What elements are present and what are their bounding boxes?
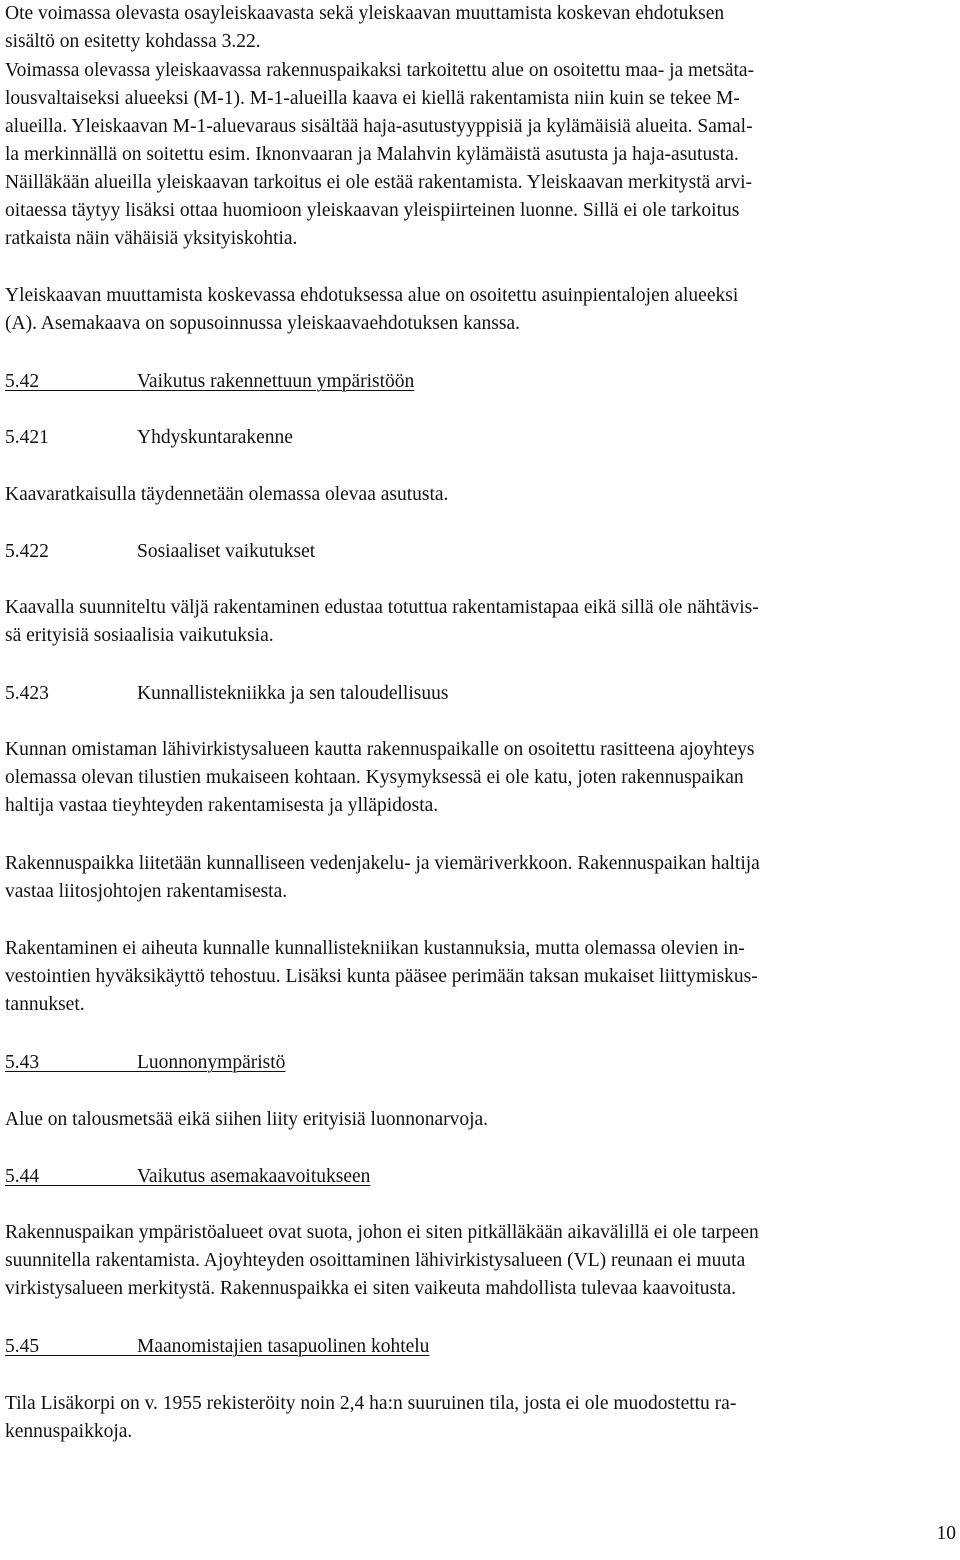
paragraph-line: Ote voimassa olevasta osayleiskaavasta sekä yleiskaavan muuttamista koskevan ehdotuksen bbox=[5, 3, 725, 24]
paragraph-line: alueilla. Yleiskaavan M-1-aluevaraus sisältää haja-asutustyyppisiä ja kylämäisiä alueita. Samal- bbox=[5, 116, 753, 137]
section-number: 5.44 bbox=[5, 1166, 40, 1187]
paragraph-line: Voimassa olevassa yleiskaavassa rakennuspaikaksi tarkoitettu alue on osoitettu maa- ja metsäta- bbox=[5, 60, 755, 81]
paragraph-line: (A). Asemakaava on sopusoinnussa yleiskaavaehdotuksen kanssa. bbox=[5, 313, 521, 334]
paragraph-line: lousvaltaiseksi alueeksi (M-1). M-1-alueilla kaava ei kiellä rakentamista niin kuin se tekee M- bbox=[5, 88, 740, 109]
paragraph-line: haltija vastaa tieyhteyden rakentamisesta ja ylläpidosta. bbox=[5, 795, 439, 816]
paragraph-line: Alue on talousmetsää eikä siihen liity erityisiä luonnonarvoja. bbox=[5, 1109, 489, 1130]
paragraph-line: kennuspaikkoja. bbox=[5, 1421, 133, 1442]
paragraph-line: la merkinnällä on soitettu esim. Iknonvaaran ja Malahvin kylämäistä asutusta ja haja-asutusta. bbox=[5, 144, 739, 165]
paragraph-line: olemassa olevan tilustien mukaiseen kohtaan. Kysymyksessä ei ole katu, joten rakennuspaikan bbox=[5, 767, 744, 788]
paragraph-line: Rakennuspaikka liitetään kunnalliseen vedenjakelu- ja viemäriverkkoon. Rakennuspaikan haltija bbox=[5, 853, 760, 874]
section-title: Yhdyskuntarakenne bbox=[137, 427, 293, 448]
paragraph-line: Rakennuspaikan ympäristöalueet ovat suota, johon ei siten pitkälläkään aikavälillä ei ole tarpeen bbox=[5, 1222, 759, 1243]
section-number: 5.42 bbox=[5, 371, 40, 392]
section-title: Sosiaaliset vaikutukset bbox=[137, 541, 316, 562]
section-heading bbox=[5, 538, 905, 566]
section-title: Vaikutus asemakaavoitukseen bbox=[137, 1166, 371, 1187]
paragraph-line: Näilläkään alueilla yleiskaavan tarkoitus ei ole estää rakentamista. Yleiskaavan merkitystä arvi- bbox=[5, 172, 753, 193]
paragraph-line: oitaessa täytyy lisäksi ottaa huomioon yleiskaavan yleispiirteinen luonne. Sillä ei ole tarkoitus bbox=[5, 200, 740, 221]
section-number: 5.45 bbox=[5, 1336, 40, 1357]
section-number: 5.43 bbox=[5, 1052, 40, 1073]
paragraph-line: ratkaista näin vähäisiä yksityiskohtia. bbox=[5, 228, 298, 249]
section-heading bbox=[5, 1333, 905, 1361]
section-title: Maanomistajien tasapuolinen kohtelu bbox=[137, 1336, 430, 1357]
paragraph-line: vestointien hyväksikäyttö tehostuu. Lisäksi kunta pääsee perimään taksan mukaiset liittymiskus- bbox=[5, 966, 758, 987]
paragraph-line: vastaa liitosjohtojen rakentamisesta. bbox=[5, 881, 288, 902]
page-number: 10 bbox=[936, 1523, 956, 1544]
paragraph-line: sisältö on esitetty kohdassa 3.22. bbox=[5, 31, 261, 52]
section-heading bbox=[5, 368, 905, 396]
paragraph-line: Kaavalla suunniteltu väljä rakentaminen edustaa totuttua rakentamistapaa eikä sillä ole nähtävis- bbox=[5, 597, 759, 618]
paragraph-line: tannukset. bbox=[5, 994, 85, 1015]
section-title: Kunnallistekniikka ja sen taloudellisuus bbox=[137, 683, 449, 704]
section-heading bbox=[5, 1049, 905, 1077]
paragraph-line: Rakentaminen ei aiheuta kunnalle kunnallistekniikan kustannuksia, mutta olemassa olevien in- bbox=[5, 938, 745, 959]
section-heading bbox=[5, 424, 905, 452]
paragraph-line: Tila Lisäkorpi on v. 1955 rekisteröity noin 2,4 ha:n suuruinen tila, josta ei ole muodostettu ra- bbox=[5, 1393, 737, 1414]
section-number: 5.422 bbox=[5, 541, 49, 562]
section-number: 5.421 bbox=[5, 427, 49, 448]
paragraph-line: virkistysalueen merkitystä. Rakennuspaikka ei siten vaikeuta mahdollista tulevaa kaavoitusta. bbox=[5, 1278, 737, 1299]
section-title: Vaikutus rakennettuun ympäristöön bbox=[137, 371, 415, 392]
section-heading bbox=[5, 680, 905, 708]
paragraph-line: suunnitella rakentamista. Ajoyhteyden osoittaminen lähivirkistysalueen (VL) reunaan ei muuta bbox=[5, 1250, 746, 1271]
section-title: Luonnonympäristö bbox=[137, 1052, 286, 1073]
section-heading bbox=[5, 1163, 905, 1191]
paragraph-line: Kunnan omistaman lähivirkistysalueen kautta rakennuspaikalle on osoitettu rasitteena ajoyhteys bbox=[5, 739, 755, 760]
paragraph-line: sä erityisiä sosiaalisia vaikutuksia. bbox=[5, 625, 274, 646]
paragraph-line: Yleiskaavan muuttamista koskevassa ehdotuksessa alue on osoitettu asuinpientalojen alueeksi bbox=[5, 285, 739, 306]
paragraph-line: Kaavaratkaisulla täydennetään olemassa olevaa asutusta. bbox=[5, 484, 449, 505]
section-number: 5.423 bbox=[5, 683, 49, 704]
